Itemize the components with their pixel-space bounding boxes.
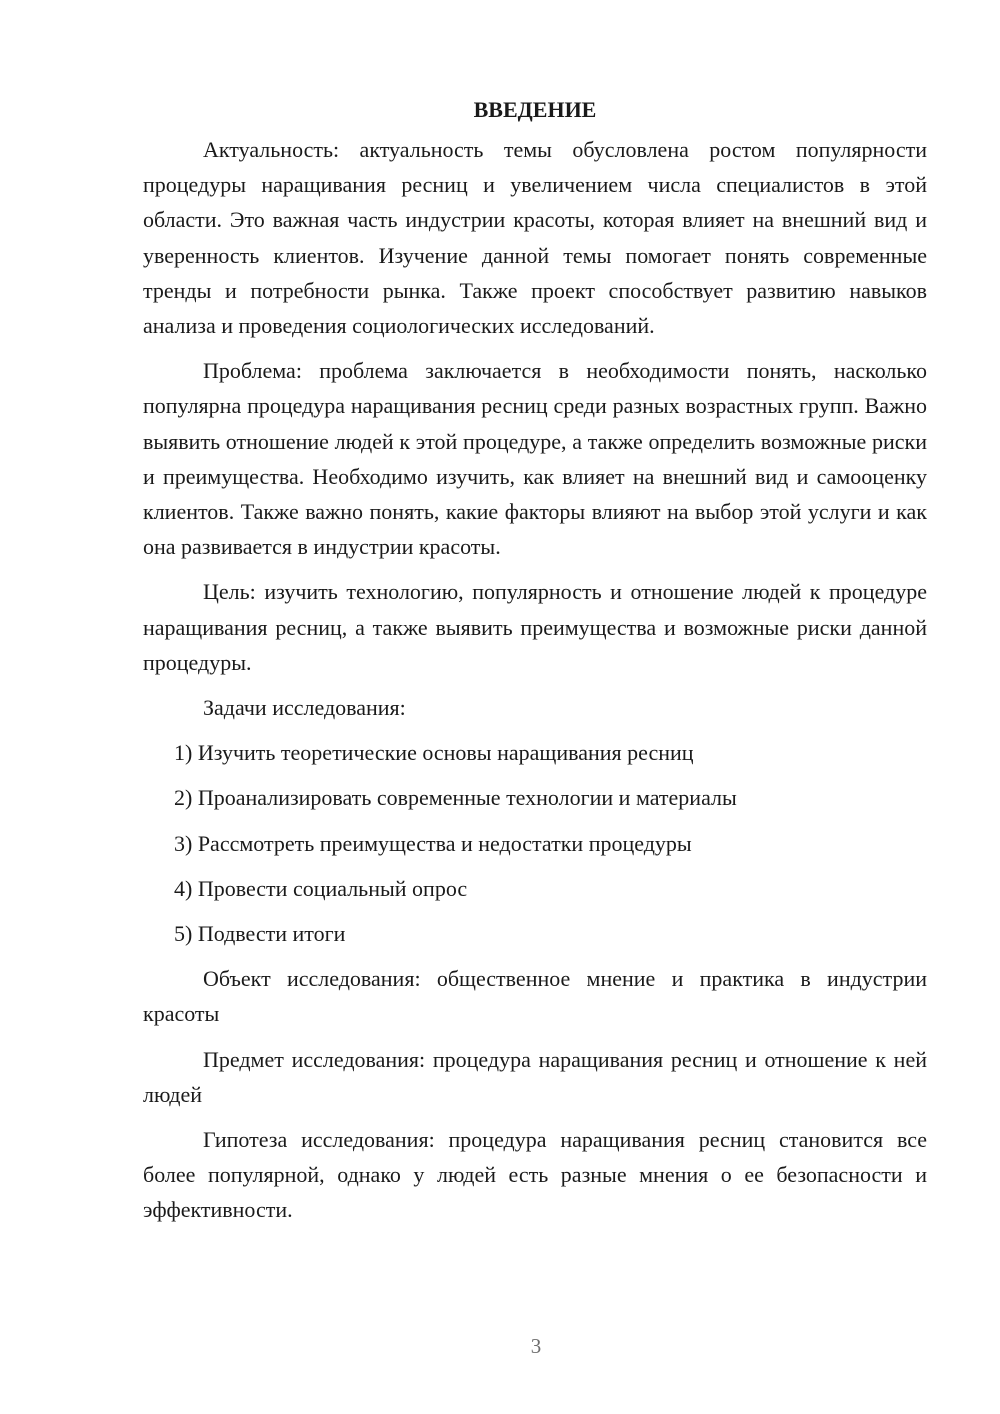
- list-item: 3) Рассмотреть преимущества и недостатки процедуры: [174, 830, 692, 856]
- tasks-heading: Задачи исследования:: [203, 695, 406, 721]
- document-page: [143, 92, 927, 1238]
- list-item: 2) Проанализировать современные технологии и материалы: [174, 785, 737, 811]
- relevance-paragraph: Актуальность: актуальность темы обусловлена ростом популярности процедуры наращивания ресниц и увеличением числа специалистов в этой области. Это важная часть индустрии красоты, которая влияет на внешний вид и уверенность клиентов. Изучение данной темы помогает понять современные тренды и потребности рынка. Также проект способствует развитию навыков анализа и проведения социологических исследований.: [143, 137, 927, 339]
- page-number: 3: [530, 1334, 542, 1358]
- object-paragraph: Объект исследования: общественное мнение и практика в индустрии красоты: [143, 966, 927, 1027]
- goal-paragraph: Цель: изучить технологию, популярность и отношение людей к процедуре наращивания ресниц, а также выявить преимущества и возможные риски данной процедуры.: [143, 579, 927, 675]
- list-item: 1) Изучить теоретические основы наращивания ресниц: [174, 740, 694, 766]
- list-item: 4) Провести социальный опрос: [174, 875, 468, 901]
- subject-paragraph: Предмет исследования: процедура наращивания ресниц и отношение к ней людей: [143, 1046, 927, 1107]
- tasks-list: [143, 735, 927, 951]
- hypothesis-paragraph: Гипотеза исследования: процедура наращивания ресниц становится все более популярной, однако у людей есть разные мнения о ее безопасности и эффективности.: [143, 1127, 927, 1223]
- problem-paragraph: Проблема: проблема заключается в необходимости понять, насколько популярна процедура наращивания ресниц среди разных возрастных групп. Важно выявить отношение людей к этой процедуре, а также определить возможные риски и преимущества. Необходимо изучить, как влияет на внешний вид и самооценку клиентов. Также важно понять, какие факторы влияют на выбор этой услуги и как она развивается в индустрии красоты.: [143, 358, 927, 560]
- page-title: ВВЕДЕНИЕ: [473, 97, 597, 122]
- list-item: 5) Подвести итоги: [174, 921, 346, 947]
